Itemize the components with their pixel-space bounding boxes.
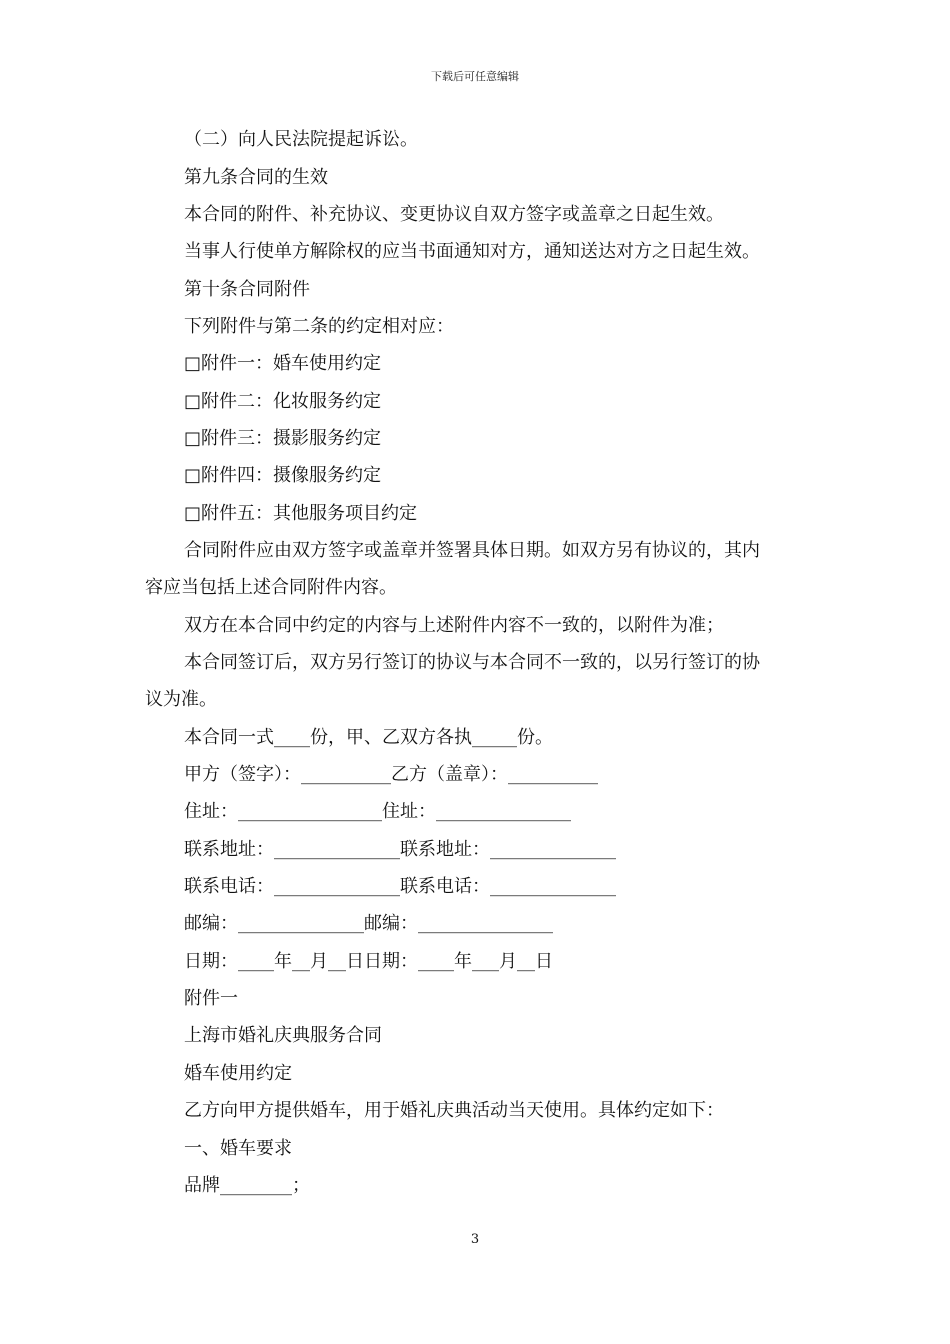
text-line: 联系地址：______________联系地址：______________ [184, 839, 616, 860]
page-number: 3 [470, 1232, 480, 1247]
text-line: 日期：____年__月__日日期：____年___月__日 [184, 951, 553, 972]
text-line: □附件三：摄影服务约定 [184, 428, 382, 449]
text-line: 邮编：______________邮编：_______________ [184, 913, 553, 934]
text-line: 第九条合同的生效 [184, 167, 328, 188]
text-line: □附件四：摄像服务约定 [184, 465, 382, 486]
text-line: 婚车使用约定 [184, 1063, 292, 1084]
page-header: 下载后可任意编辑 [431, 70, 519, 83]
text-line: 附件一 [184, 988, 238, 1009]
text-line: 容应当包括上述合同附件内容。 [145, 577, 397, 598]
text-line: 双方在本合同中约定的内容与上述附件内容不一致的，以附件为准； [184, 615, 724, 636]
text-line: □附件一：婚车使用约定 [184, 353, 382, 374]
text-line: （二）向人民法院提起诉讼。 [184, 129, 418, 150]
text-line: 当事人行使单方解除权的应当书面通知对方，通知送达对方之日起生效。 [184, 241, 760, 262]
text-line: □附件二：化妆服务约定 [184, 391, 382, 412]
text-line: 本合同一式____份，甲、乙双方各执_____份。 [184, 727, 553, 748]
text-line: 上海市婚礼庆典服务合同 [184, 1025, 382, 1046]
text-line: 一、婚车要求 [184, 1138, 292, 1159]
text-line: 下列附件与第二条的约定相对应： [184, 316, 454, 337]
text-line: 本合同签订后，双方另行签订的协议与本合同不一致的，以另行签订的协 [184, 652, 760, 673]
text-line: 第十条合同附件 [184, 279, 310, 300]
text-line: 乙方向甲方提供婚车，用于婚礼庆典活动当天使用。具体约定如下： [184, 1100, 724, 1121]
text-line: 本合同的附件、补充协议、变更协议自双方签字或盖章之日起生效。 [184, 204, 724, 225]
text-line: □附件五：其他服务项目约定 [184, 503, 418, 524]
text-line: 住址：________________住址：_______________ [184, 801, 571, 822]
text-line: 议为准。 [145, 689, 217, 710]
text-line: 甲方（签字）：__________乙方（盖章）：__________ [184, 764, 598, 785]
text-line: 合同附件应由双方签字或盖章并签署具体日期。如双方另有协议的，其内 [184, 540, 760, 561]
text-line: 联系电话：______________联系电话：______________ [184, 876, 616, 897]
text-line: 品牌________； [184, 1175, 310, 1196]
